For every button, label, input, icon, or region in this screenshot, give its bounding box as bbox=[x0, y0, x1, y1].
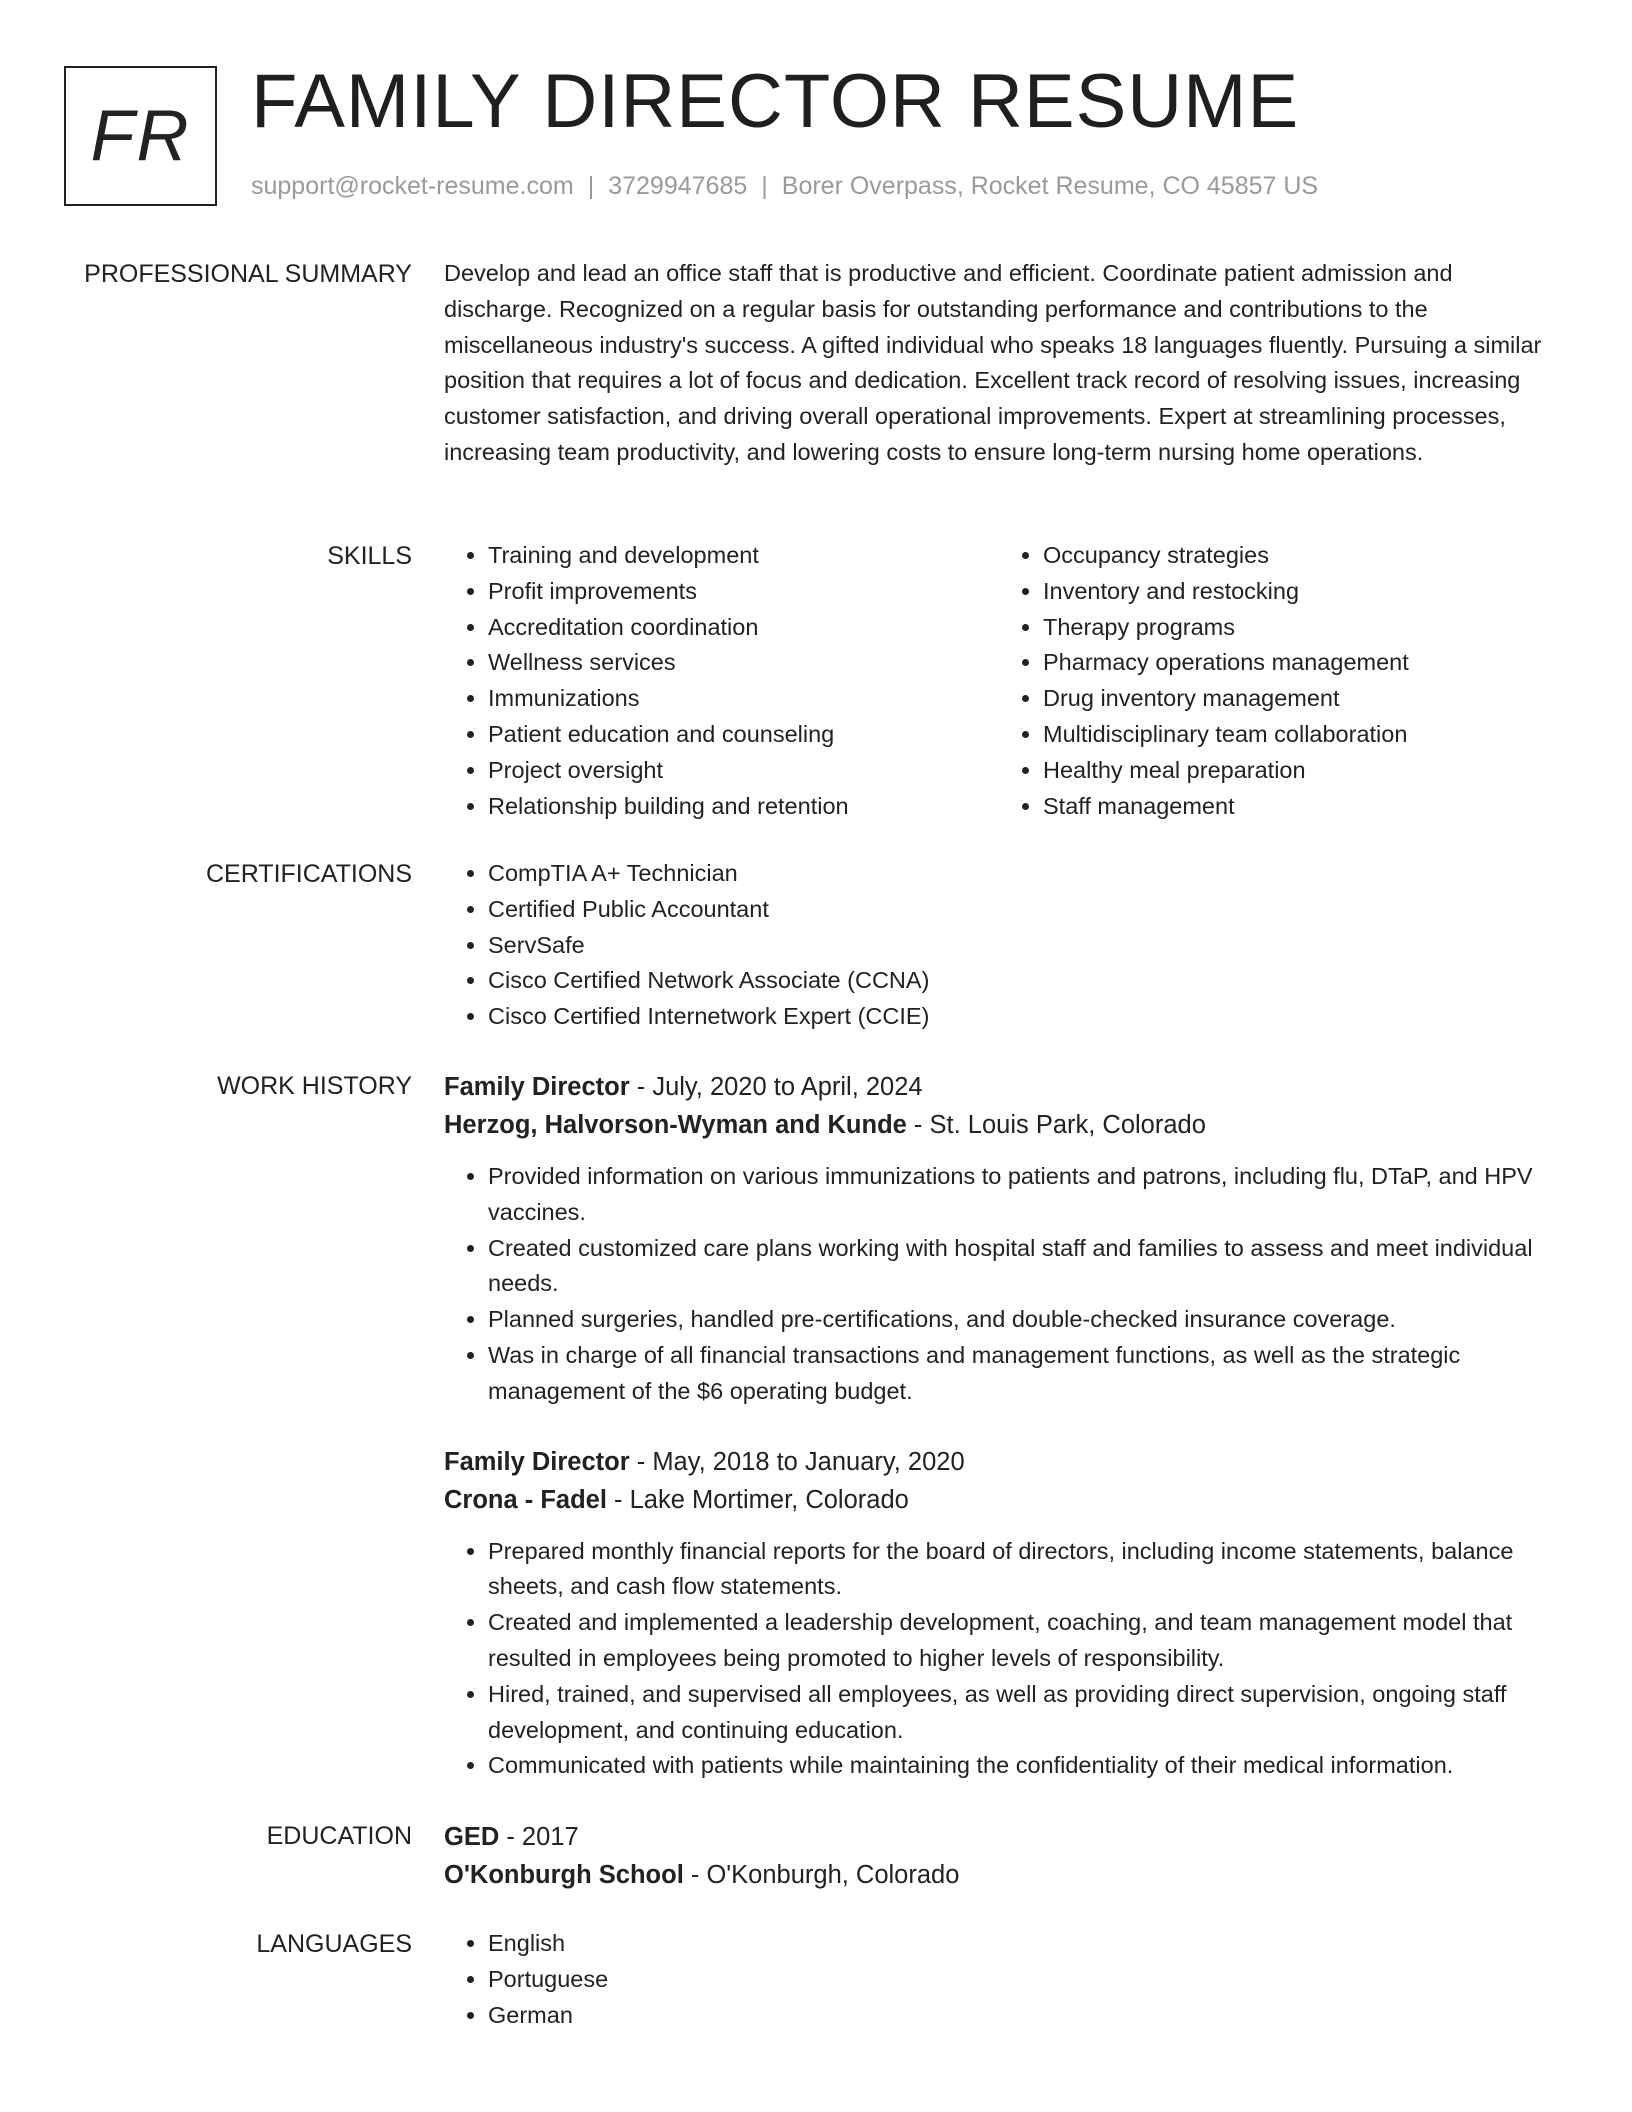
education-school: O'Konburgh School bbox=[444, 1861, 684, 1889]
contact-phone: 3729947685 bbox=[608, 172, 748, 200]
education-content bbox=[444, 1818, 1554, 1894]
skills-list-left bbox=[444, 538, 999, 824]
skill-item: • Inventory and restocking bbox=[1043, 574, 1554, 610]
job-location: - St. Louis Park, Colorado bbox=[906, 1111, 1206, 1139]
job-company-line bbox=[444, 1481, 1554, 1519]
skill-item: • Healthy meal preparation bbox=[1043, 753, 1554, 789]
education-degree-line bbox=[444, 1818, 1554, 1856]
job-bullet: • Provided information on various immunizations to patients and patrons, including flu, DTaP, and HPV vaccines. bbox=[488, 1159, 1554, 1231]
education-location: - O'Konburgh, Colorado bbox=[683, 1861, 960, 1889]
contact-separator: | bbox=[587, 172, 595, 200]
job-company: Herzog, Halvorson-Wyman and Kunde bbox=[444, 1111, 907, 1139]
section-label-education: EDUCATION bbox=[266, 1822, 412, 1850]
contact-address: Borer Overpass, Rocket Resume, CO 45857 US bbox=[781, 172, 1319, 200]
skill-item: • Staff management bbox=[1043, 789, 1554, 825]
section-label-skills: SKILLS bbox=[327, 542, 412, 570]
skill-item: • Patient education and counseling bbox=[488, 717, 999, 753]
certifications-content bbox=[444, 856, 1554, 1035]
page-title: FAMILY DIRECTOR RESUME bbox=[251, 59, 1300, 144]
skill-item: • Project oversight bbox=[488, 753, 999, 789]
job-title: Family Director bbox=[444, 1447, 630, 1476]
job-company: Crona - Fadel bbox=[444, 1485, 607, 1514]
job-bullet: • Was in charge of all financial transactions and management functions, as well as the strategic management of the $6 operating budget. bbox=[488, 1338, 1554, 1410]
skills-columns bbox=[444, 538, 1554, 824]
language-item: • German bbox=[488, 1998, 1554, 2034]
job-bullet: • Communicated with patients while maintaining the confidentiality of their medical information. bbox=[488, 1748, 1554, 1784]
language-item: • English bbox=[488, 1926, 1554, 1962]
certification-item: • ServSafe bbox=[488, 928, 1554, 964]
skill-item: • Wellness services bbox=[488, 645, 999, 681]
skills-list-right bbox=[999, 538, 1554, 824]
skill-item: • Profit improvements bbox=[488, 574, 999, 610]
languages-content bbox=[444, 1926, 1554, 2033]
skill-item: • Occupancy strategies bbox=[1043, 538, 1554, 574]
summary-text: Develop and lead an office staff that is productive and efficient. Coordinate patient admission and discharge. Recognized on a regular basis for outstanding performance and contributions to the miscellaneous industry's success. A gifted individual who speaks 18 languages fluently. Pursuing a similar position that requires a lot of focus and dedication. Excellent track record of resolving issues, increasing customer satisfaction, and driving overall operational improvements. Expert at streamlining processes, increasing team productivity, and lowering costs to ensure long-term nursing home operations. bbox=[444, 260, 1542, 465]
skill-item: • Pharmacy operations management bbox=[1043, 645, 1554, 681]
job-bullets bbox=[444, 1534, 1554, 1785]
job-location: - Lake Mortimer, Colorado bbox=[606, 1485, 909, 1514]
contact-email: support@rocket-resume.com bbox=[251, 172, 574, 200]
skill-item: • Therapy programs bbox=[1043, 610, 1554, 646]
certification-item: • CompTIA A+ Technician bbox=[488, 856, 1554, 892]
certification-item: • Certified Public Accountant bbox=[488, 892, 1554, 928]
section-label-work-history: WORK HISTORY bbox=[217, 1072, 412, 1100]
job-entry bbox=[444, 1068, 1554, 1410]
skill-item: • Immunizations bbox=[488, 681, 999, 717]
job-dates: - July, 2020 to April, 2024 bbox=[629, 1073, 923, 1101]
language-item: • Portuguese bbox=[488, 1962, 1554, 1998]
education-degree: GED bbox=[444, 1823, 500, 1851]
job-bullet: • Planned surgeries, handled pre-certifications, and double-checked insurance coverage. bbox=[488, 1302, 1554, 1338]
section-label-certifications: CERTIFICATIONS bbox=[205, 860, 412, 888]
section-label-languages: LANGUAGES bbox=[256, 1930, 412, 1958]
certification-item: • Cisco Certified Network Associate (CCNA) bbox=[488, 963, 1554, 999]
job-bullet: • Hired, trained, and supervised all employees, as well as providing direct supervision, ongoing staff development, and continuing education. bbox=[488, 1677, 1554, 1749]
education-school-line bbox=[444, 1856, 1554, 1894]
skill-item: • Accreditation coordination bbox=[488, 610, 999, 646]
section-label-summary: PROFESSIONAL SUMMARY bbox=[84, 260, 412, 288]
contact-line bbox=[251, 172, 1318, 201]
languages-list bbox=[444, 1926, 1554, 2033]
monogram-logo: FR bbox=[64, 66, 217, 206]
job-entry bbox=[444, 1443, 1554, 1785]
certification-item: • Cisco Certified Internetwork Expert (CCIE) bbox=[488, 999, 1554, 1035]
education-year: - 2017 bbox=[499, 1823, 579, 1851]
job-bullets bbox=[444, 1159, 1554, 1410]
job-bullet: • Created customized care plans working with hospital staff and families to assess and meet individual needs. bbox=[488, 1231, 1554, 1303]
job-title-line bbox=[444, 1068, 1554, 1106]
job-company-line bbox=[444, 1106, 1554, 1144]
skill-item: • Relationship building and retention bbox=[488, 789, 999, 825]
certifications-list bbox=[444, 856, 1554, 1035]
job-title: Family Director bbox=[444, 1073, 630, 1101]
job-bullet: • Prepared monthly financial reports for the board of directors, including income statements, balance sheets, and cash flow statements. bbox=[488, 1534, 1554, 1606]
skill-item: • Training and development bbox=[488, 538, 999, 574]
job-dates: - May, 2018 to January, 2020 bbox=[629, 1447, 965, 1476]
skill-item: • Multidisciplinary team collaboration bbox=[1043, 717, 1554, 753]
work-history-content bbox=[444, 1068, 1554, 1784]
job-title-line bbox=[444, 1443, 1554, 1481]
contact-separator: | bbox=[761, 172, 768, 200]
job-bullet: • Created and implemented a leadership development, coaching, and team management model that resulted in employees being promoted to higher levels of responsibility. bbox=[488, 1605, 1554, 1677]
skill-item: • Drug inventory management bbox=[1043, 681, 1554, 717]
